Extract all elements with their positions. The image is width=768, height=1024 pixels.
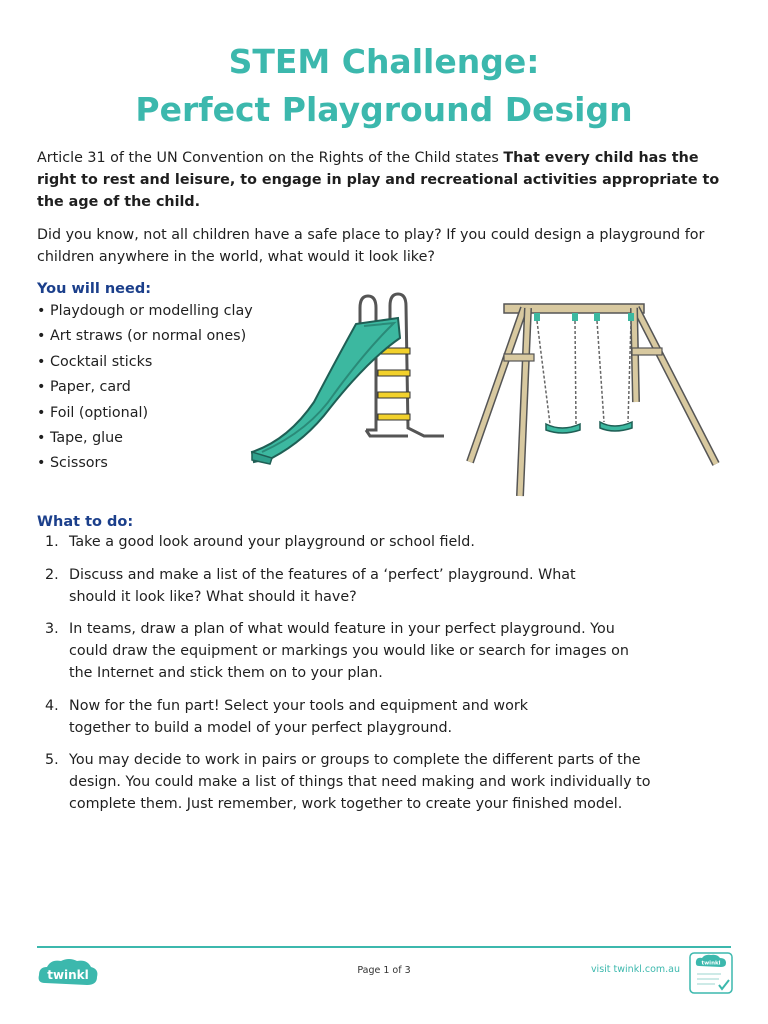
step-text: You may decide to work in pairs or groups to complete the different parts of the design. You could make a list of things that need making and work individually to complete them. Just remember, work together to create your finished model.	[69, 752, 651, 812]
step-text: Take a good look around your playground or school field.	[69, 534, 475, 550]
swing-set-illustration	[464, 300, 722, 500]
step-number: 2.	[45, 566, 59, 583]
you-will-need-heading: You will need:	[37, 281, 152, 297]
intro-text: Article 31 of the UN Convention on the Rights of the Child states	[37, 150, 504, 166]
list-item	[37, 619, 737, 684]
what-to-do-heading: What to do:	[37, 514, 134, 530]
step-text: In teams, draw a plan of what would feature in your perfect playground. You could draw the equipment or markings you would like or search for images on the Internet and stick them on to your plan.	[69, 621, 629, 681]
list-item: • Playdough or modelling clay	[37, 303, 253, 319]
logo-text: twinkl	[47, 968, 89, 982]
intro-bold: That every child has the right to rest and leisure, to engage in play and recreational activities appropriate to the age of the child.	[37, 150, 720, 210]
step-number: 5.	[45, 752, 59, 769]
step-number: 1.	[45, 534, 59, 550]
quality-badge	[689, 952, 733, 994]
slide-illustration	[248, 290, 450, 468]
intro-paragraph	[37, 147, 733, 213]
list-item	[37, 696, 737, 740]
list-item: • Scissors	[37, 455, 108, 472]
step-number: 4.	[45, 697, 59, 714]
step-text: Discuss and make a list of the features of a ‘perfect’ playground. What should it look like? What should it have?	[69, 566, 576, 605]
list-item	[37, 750, 737, 815]
badge-text: twinkl	[701, 960, 721, 967]
list-item: • Cocktail sticks	[37, 353, 153, 370]
title-line-1: STEM Challenge:	[228, 42, 540, 81]
page-title	[0, 38, 768, 134]
list-item	[37, 532, 737, 554]
title-line-2: Perfect Playground Design	[135, 90, 633, 129]
list-item: • Foil (optional)	[37, 404, 149, 421]
list-item: • Paper, card	[37, 379, 131, 396]
steps-list	[37, 532, 737, 827]
visit-link[interactable]: visit twinkl.com.au	[590, 964, 680, 975]
question-paragraph: Did you know, not all children have a safe place to play? If you could design a playground for children anywhere in the world, what would it look like?	[37, 227, 705, 265]
step-number: 3.	[45, 621, 59, 638]
list-item: • Tape, glue	[37, 429, 123, 446]
page-number: Page 1 of 3	[357, 965, 411, 976]
list-item: • Art straws (or normal ones)	[37, 328, 247, 345]
list-item	[37, 565, 737, 609]
materials-list	[37, 299, 253, 477]
step-text: Now for the fun part! Select your tools and equipment and work together to build a model of your perfect playground.	[69, 697, 528, 736]
footer-divider	[37, 946, 731, 948]
